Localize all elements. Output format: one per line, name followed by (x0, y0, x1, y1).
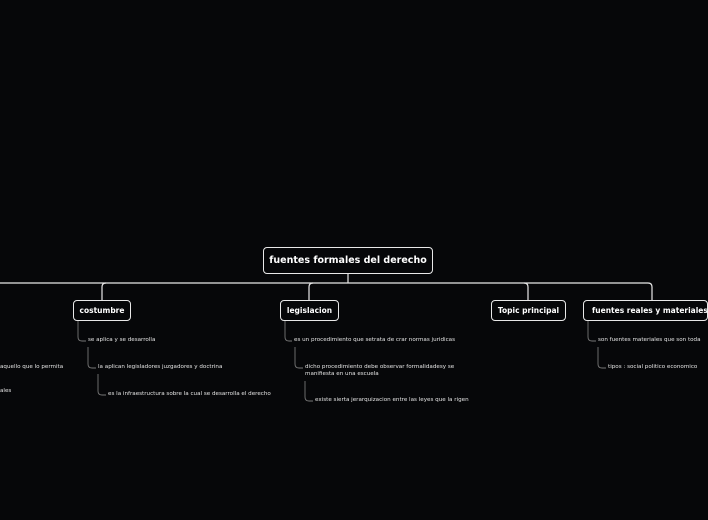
branch-node-legislacion[interactable] (280, 300, 339, 321)
leaf-costumbre-3[interactable]: es la infraestructura sobre la cual se desarrolla el derecho (108, 391, 271, 397)
costumbre-leaf1-connector (78, 321, 86, 341)
legislacion-leaf3-connector (305, 381, 313, 401)
costumbre-leaf3-connector (98, 374, 106, 395)
branch-node-topic-principal[interactable] (491, 300, 566, 321)
topic-connector (524, 283, 528, 300)
fuentes-leaf1-connector (588, 321, 596, 341)
leaf-costumbre-2[interactable]: la aplican legisladores juzgadores y doctrina (98, 364, 223, 370)
leaf-fuentes-1[interactable]: son fuentes materiales que son toda (598, 337, 701, 343)
legislacion-connector (309, 283, 313, 300)
branch-node-costumbre[interactable] (73, 300, 131, 321)
leaf-legislacion-2a[interactable]: dicho procedimiento debe observar formalidadesy se (305, 364, 455, 370)
leaf-legislacion-2b[interactable]: manifiesta en una escuela (305, 371, 379, 377)
branch-label-costumbre: costumbre (79, 306, 125, 315)
leaf-fuentes-2[interactable]: tipos : social politico economico (608, 364, 698, 370)
branch-node-fuentes-reales[interactable] (583, 300, 708, 321)
legislacion-leaf2-connector (295, 347, 303, 368)
root-topic-node[interactable] (263, 247, 433, 274)
leaf-legislacion-3[interactable]: existe sierta jerarquizacion entre las leyes que la rigen (315, 397, 469, 403)
leaf-legislacion-1[interactable]: es un procedimiento que setrata de crar normas juridicas (294, 337, 456, 343)
branch-label-topic-principal: Topic principal (497, 306, 560, 315)
costumbre-connector (102, 283, 106, 300)
fuentes-leaf2-connector (598, 347, 606, 368)
branch-label-fuentes-reales: fuentes reales y materiales (592, 306, 708, 315)
root-topic-label: fuentes formales del derecho (269, 255, 427, 266)
leaf-left-cut-2[interactable]: ales (0, 388, 12, 394)
costumbre-leaf2-connector (88, 347, 96, 368)
leaf-left-cut-1[interactable]: aquello que lo permita (0, 364, 64, 370)
legislacion-leaf1-connector (285, 321, 292, 341)
leaf-costumbre-1[interactable]: se aplica y se desarrolla (88, 337, 156, 343)
branch-label-legislacion: legislacion (286, 306, 333, 315)
branch-bus-connector (0, 283, 652, 300)
